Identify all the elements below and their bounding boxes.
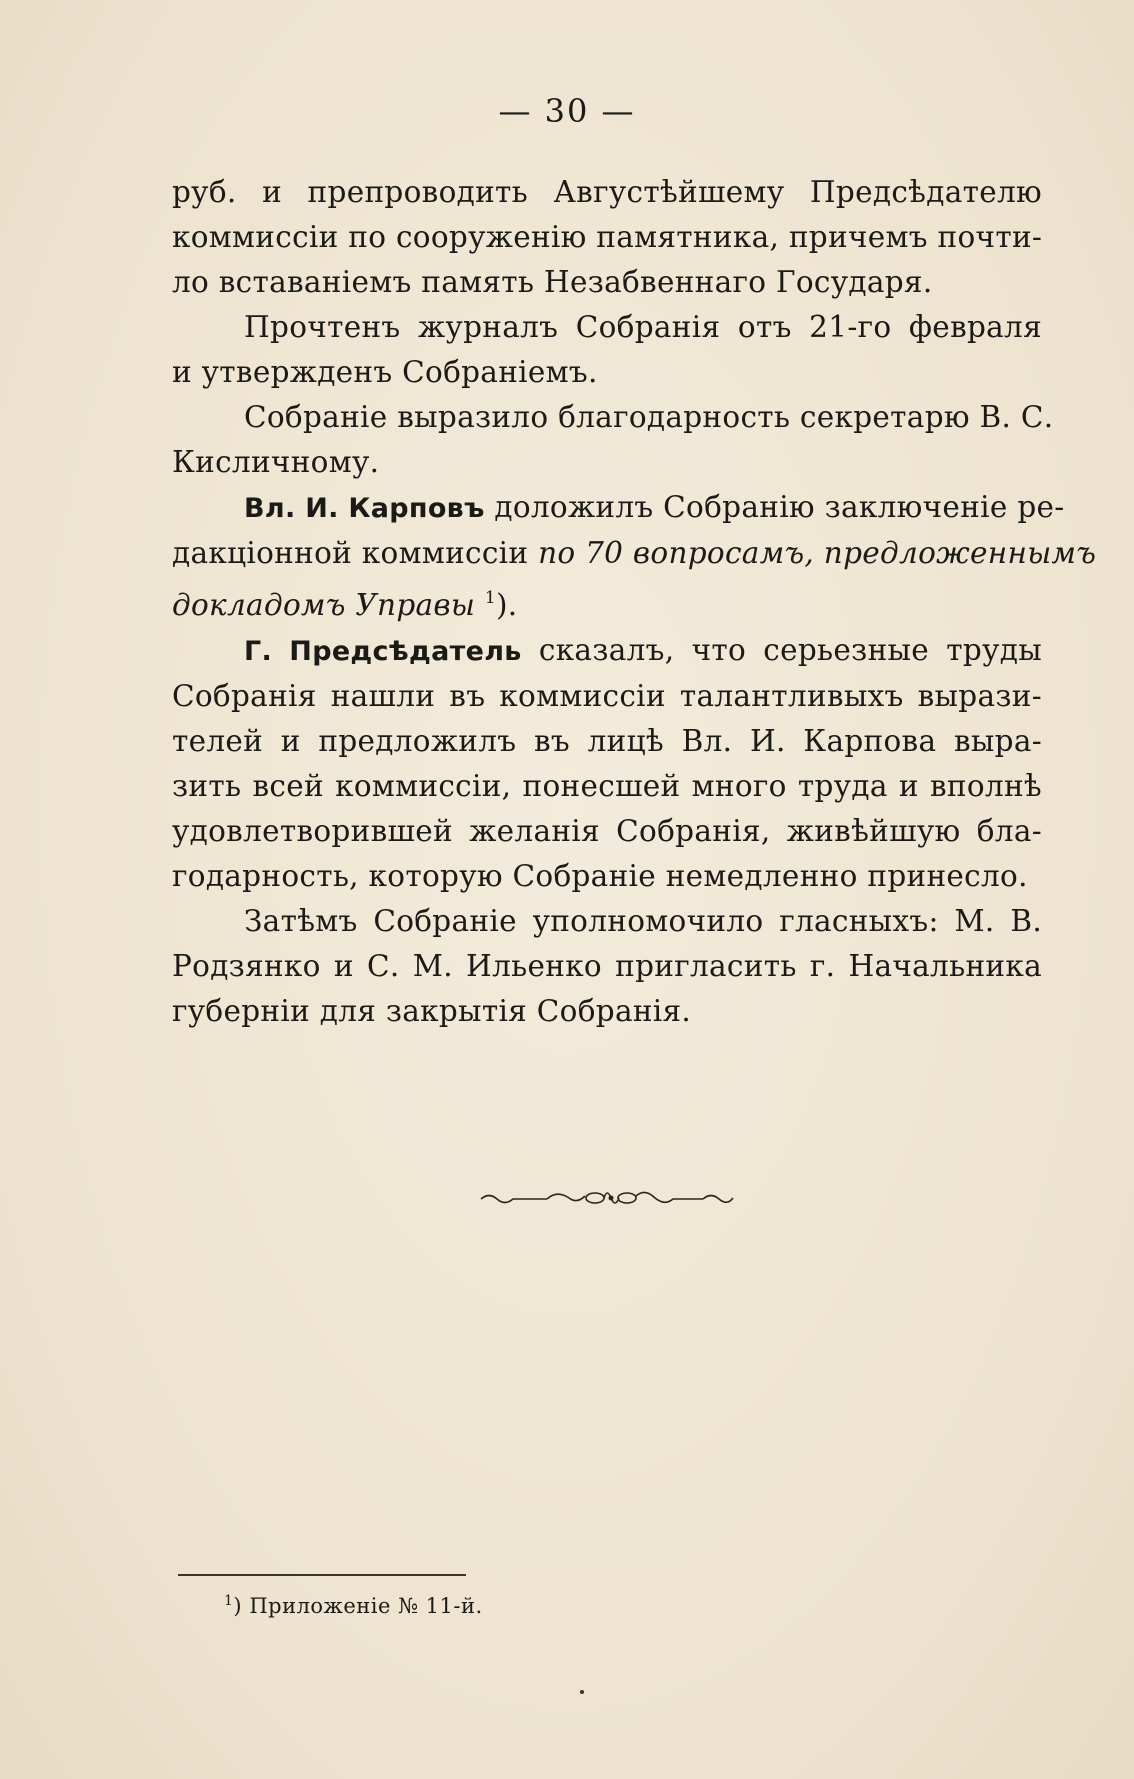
text-line: Кисличному. — [172, 445, 380, 479]
text-line: и утвержденъ Собраніемъ. — [172, 355, 598, 389]
text-fragment: дакціонной коммиссіи — [172, 536, 529, 570]
text-line — [172, 485, 1065, 531]
text-fragment: сказалъ, что серьезные труды — [538, 633, 1042, 667]
text-line: губерніи для закрытія Собранія. — [172, 994, 692, 1028]
text-line: руб. и препроводить Августѣйшему Предсѣдателю — [172, 175, 1042, 209]
ornament-divider — [477, 1184, 737, 1212]
page-number: — 30 — — [498, 92, 636, 130]
text-line: Родзянко и С. М. Ильенко пригласить г. Начальника — [172, 949, 1042, 983]
text-line: удовлетворившей желанія Собранія, живѣйшую бла- — [172, 814, 1042, 848]
text-fragment: ). — [496, 588, 518, 622]
italic-fragment: по 70 вопросамъ, предложеннымъ — [538, 536, 1097, 570]
text-line — [172, 628, 1042, 674]
footnote — [224, 1587, 483, 1620]
footnote-text: Приложеніе № 11-й. — [249, 1594, 483, 1618]
speaker-name: Г. Предсѣдатель — [244, 636, 522, 667]
text-fragment: доложилъ Собранію заключеніе ре- — [494, 490, 1065, 524]
speaker-name: Вл. И. Карповъ — [244, 493, 485, 524]
body-text — [172, 170, 1097, 1034]
text-line: Собраніе выразило благодарность секретарю В. С. — [244, 400, 1054, 434]
print-speck — [580, 1690, 584, 1694]
footnote-divider — [178, 1574, 466, 1576]
text-line: зить всей коммиссіи, понесшей много труда и вполнѣ — [172, 769, 1042, 803]
text-line: ло вставаніемъ память Незабвеннаго Государя. — [172, 265, 933, 299]
footnote-marker-close: ) — [233, 1594, 243, 1618]
text-line — [172, 576, 1042, 628]
text-line: коммиссіи по сооруженію памятника, причемъ почти- — [172, 220, 1043, 254]
text-line: Собранія нашли въ коммиссіи талантливыхъ вырази- — [172, 679, 1042, 713]
footnote-marker: 1 — [224, 1593, 234, 1609]
footnote-ref: 1 — [484, 588, 496, 608]
text-line: Затѣмъ Собраніе уполномочило гласныхъ: М. В. — [244, 904, 1042, 938]
text-line: годарность, которую Собраніе немедленно принесло. — [172, 859, 1028, 893]
text-line — [172, 531, 1097, 576]
text-line: Прочтенъ журналъ Собранія отъ 21-го февраля — [244, 310, 1042, 344]
text-line: телей и предложилъ въ лицѣ Вл. И. Карпова выра- — [172, 724, 1042, 758]
italic-fragment: докладомъ Управы — [172, 588, 476, 622]
